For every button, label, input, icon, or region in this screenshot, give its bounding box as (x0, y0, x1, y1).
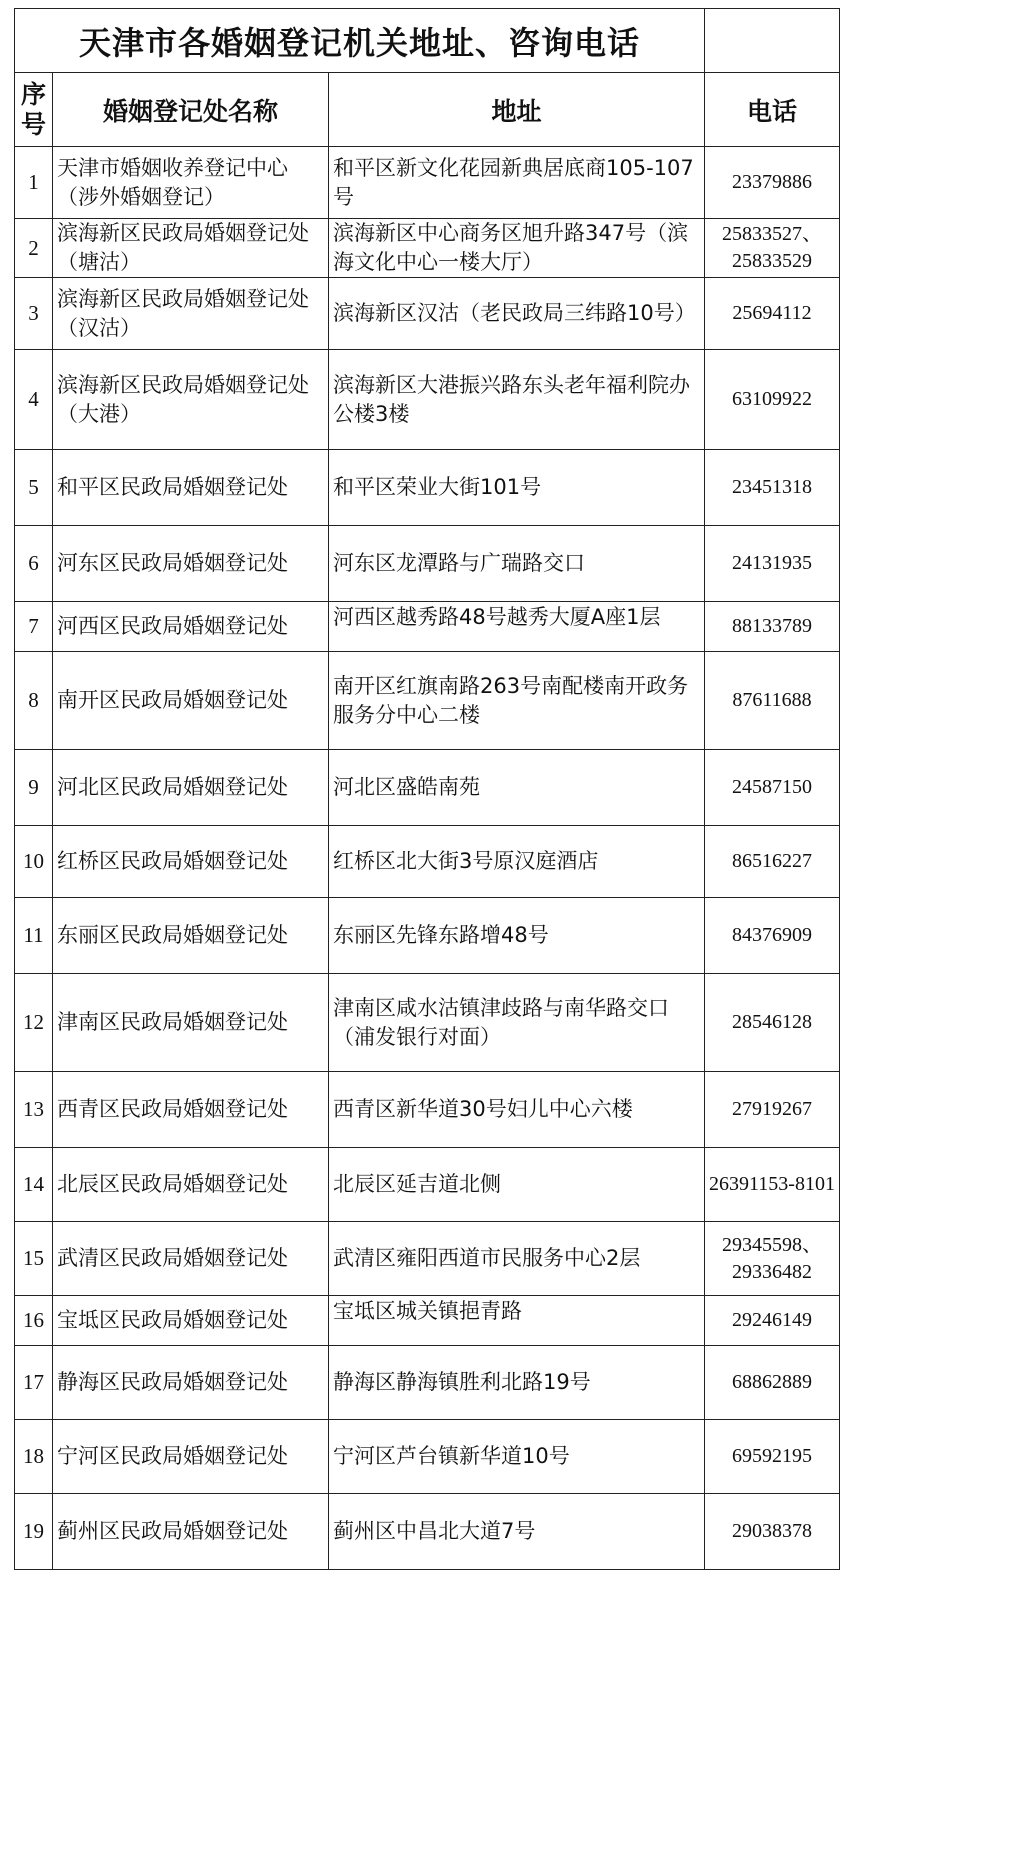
header-seq (15, 73, 53, 147)
phone-number: 27919267 (732, 1098, 812, 1120)
row-office-name: 河西区民政局婚姻登记处 (53, 602, 329, 652)
table-row (15, 278, 840, 350)
row-phone (705, 1148, 840, 1222)
row-office-name: 宝坻区民政局婚姻登记处 (53, 1296, 329, 1346)
title-empty-cell (705, 9, 840, 73)
row-phone (705, 350, 840, 450)
row-address: 静海区静海镇胜利北路19号 (329, 1346, 705, 1420)
row-phone (705, 1296, 840, 1346)
table-row (15, 1148, 840, 1222)
phone-number: 84376909 (732, 924, 812, 946)
phone-number: 87611688 (732, 689, 812, 711)
row-phone (705, 147, 840, 219)
phone-number: 63109922 (732, 388, 812, 410)
row-seq: 16 (15, 1296, 53, 1346)
table-row (15, 1072, 840, 1148)
row-office-name: 滨海新区民政局婚姻登记处（汉沽） (53, 278, 329, 350)
table-row (15, 1420, 840, 1494)
row-phone (705, 526, 840, 602)
page-title: 天津市各婚姻登记机关地址、咨询电话 (15, 9, 705, 73)
table-body (15, 147, 840, 1570)
phone-number: 24587150 (732, 776, 812, 798)
row-office-name: 北辰区民政局婚姻登记处 (53, 1148, 329, 1222)
row-seq: 13 (15, 1072, 53, 1148)
row-office-name: 河北区民政局婚姻登记处 (53, 750, 329, 826)
row-address: 滨海新区汉沽（老民政局三纬路10号） (329, 278, 705, 350)
row-phone (705, 278, 840, 350)
row-phone (705, 1072, 840, 1148)
row-address: 宁河区芦台镇新华道10号 (329, 1420, 705, 1494)
header-name: 婚姻登记处名称 (53, 73, 329, 147)
phone-number: 24131935 (732, 552, 812, 574)
row-phone (705, 974, 840, 1072)
row-address: 河西区越秀路48号越秀大厦A座1层 (329, 602, 705, 652)
row-address: 河东区龙潭路与广瑞路交口 (329, 526, 705, 602)
row-seq: 11 (15, 898, 53, 974)
row-office-name: 南开区民政局婚姻登记处 (53, 652, 329, 750)
header-address: 地址 (329, 73, 705, 147)
row-seq: 6 (15, 526, 53, 602)
row-office-name: 河东区民政局婚姻登记处 (53, 526, 329, 602)
table-row (15, 602, 840, 652)
row-office-name: 天津市婚姻收养登记中心（涉外婚姻登记） (53, 147, 329, 219)
phone-number: 23379886 (732, 171, 812, 193)
row-seq: 17 (15, 1346, 53, 1420)
row-address: 红桥区北大街3号原汉庭酒店 (329, 826, 705, 898)
row-phone (705, 750, 840, 826)
table-row (15, 526, 840, 602)
row-phone (705, 602, 840, 652)
row-phone (705, 826, 840, 898)
table-row (15, 898, 840, 974)
row-seq: 14 (15, 1148, 53, 1222)
row-address: 津南区咸水沽镇津歧路与南华路交口（浦发银行对面） (329, 974, 705, 1072)
phone-number: 25833527、 (722, 223, 822, 245)
row-office-name: 西青区民政局婚姻登记处 (53, 1072, 329, 1148)
phone-number: 25833529 (732, 250, 812, 272)
header-phone: 电话 (705, 73, 840, 147)
row-seq: 3 (15, 278, 53, 350)
table-row (15, 974, 840, 1072)
table-row (15, 219, 840, 278)
phone-number: 69592195 (732, 1445, 812, 1467)
row-seq: 10 (15, 826, 53, 898)
phone-number: 86516227 (732, 850, 812, 872)
row-address: 滨海新区中心商务区旭升路347号（滨海文化中心一楼大厅） (329, 219, 705, 278)
row-seq: 15 (15, 1222, 53, 1296)
table-row (15, 826, 840, 898)
row-seq: 1 (15, 147, 53, 219)
row-office-name: 津南区民政局婚姻登记处 (53, 974, 329, 1072)
row-address: 和平区新文化花园新典居底商105-107号 (329, 147, 705, 219)
phone-number: 23451318 (732, 476, 812, 498)
registry-table (14, 8, 840, 1570)
row-office-name: 滨海新区民政局婚姻登记处（塘沽） (53, 219, 329, 278)
table-row (15, 1346, 840, 1420)
row-office-name: 滨海新区民政局婚姻登记处（大港） (53, 350, 329, 450)
table-row (15, 1494, 840, 1570)
row-address: 宝坻区城关镇挹青路 (329, 1296, 705, 1346)
table-row (15, 350, 840, 450)
row-address: 西青区新华道30号妇儿中心六楼 (329, 1072, 705, 1148)
phone-number: 88133789 (732, 615, 812, 637)
row-seq: 2 (15, 219, 53, 278)
row-office-name: 蓟州区民政局婚姻登记处 (53, 1494, 329, 1570)
row-address: 和平区荣业大街101号 (329, 450, 705, 526)
table-row (15, 147, 840, 219)
phone-number: 68862889 (732, 1371, 812, 1393)
table-row (15, 1222, 840, 1296)
row-office-name: 宁河区民政局婚姻登记处 (53, 1420, 329, 1494)
row-address: 北辰区延吉道北侧 (329, 1148, 705, 1222)
row-phone (705, 219, 840, 278)
phone-number: 26391153-8101 (709, 1173, 835, 1195)
row-phone (705, 1346, 840, 1420)
phone-number: 28546128 (732, 1011, 812, 1033)
row-seq: 19 (15, 1494, 53, 1570)
phone-number: 25694112 (732, 302, 812, 324)
phone-number: 29345598、 (722, 1233, 822, 1256)
row-phone (705, 1222, 840, 1296)
table-row (15, 750, 840, 826)
phone-number: 29336482 (732, 1260, 812, 1283)
row-address: 武清区雍阳西道市民服务中心2层 (329, 1222, 705, 1296)
row-phone (705, 652, 840, 750)
table-row (15, 652, 840, 750)
row-office-name: 武清区民政局婚姻登记处 (53, 1222, 329, 1296)
row-phone (705, 450, 840, 526)
row-seq: 18 (15, 1420, 53, 1494)
row-seq: 5 (15, 450, 53, 526)
row-office-name: 东丽区民政局婚姻登记处 (53, 898, 329, 974)
table-row (15, 450, 840, 526)
row-address: 南开区红旗南路263号南配楼南开政务服务分中心二楼 (329, 652, 705, 750)
row-office-name: 红桥区民政局婚姻登记处 (53, 826, 329, 898)
row-office-name: 静海区民政局婚姻登记处 (53, 1346, 329, 1420)
row-phone (705, 1494, 840, 1570)
table-row (15, 1296, 840, 1346)
row-seq: 7 (15, 602, 53, 652)
row-address: 滨海新区大港振兴路东头老年福利院办公楼3楼 (329, 350, 705, 450)
row-phone (705, 1420, 840, 1494)
phone-number: 29038378 (732, 1520, 812, 1542)
row-seq: 8 (15, 652, 53, 750)
phone-number: 29246149 (732, 1309, 812, 1331)
row-address: 蓟州区中昌北大道7号 (329, 1494, 705, 1570)
row-address: 河北区盛皓南苑 (329, 750, 705, 826)
row-seq: 4 (15, 350, 53, 450)
row-seq: 9 (15, 750, 53, 826)
row-address: 东丽区先锋东路增48号 (329, 898, 705, 974)
row-office-name: 和平区民政局婚姻登记处 (53, 450, 329, 526)
row-phone (705, 898, 840, 974)
row-seq: 12 (15, 974, 53, 1072)
header-seq-label: 序号 (20, 79, 46, 139)
